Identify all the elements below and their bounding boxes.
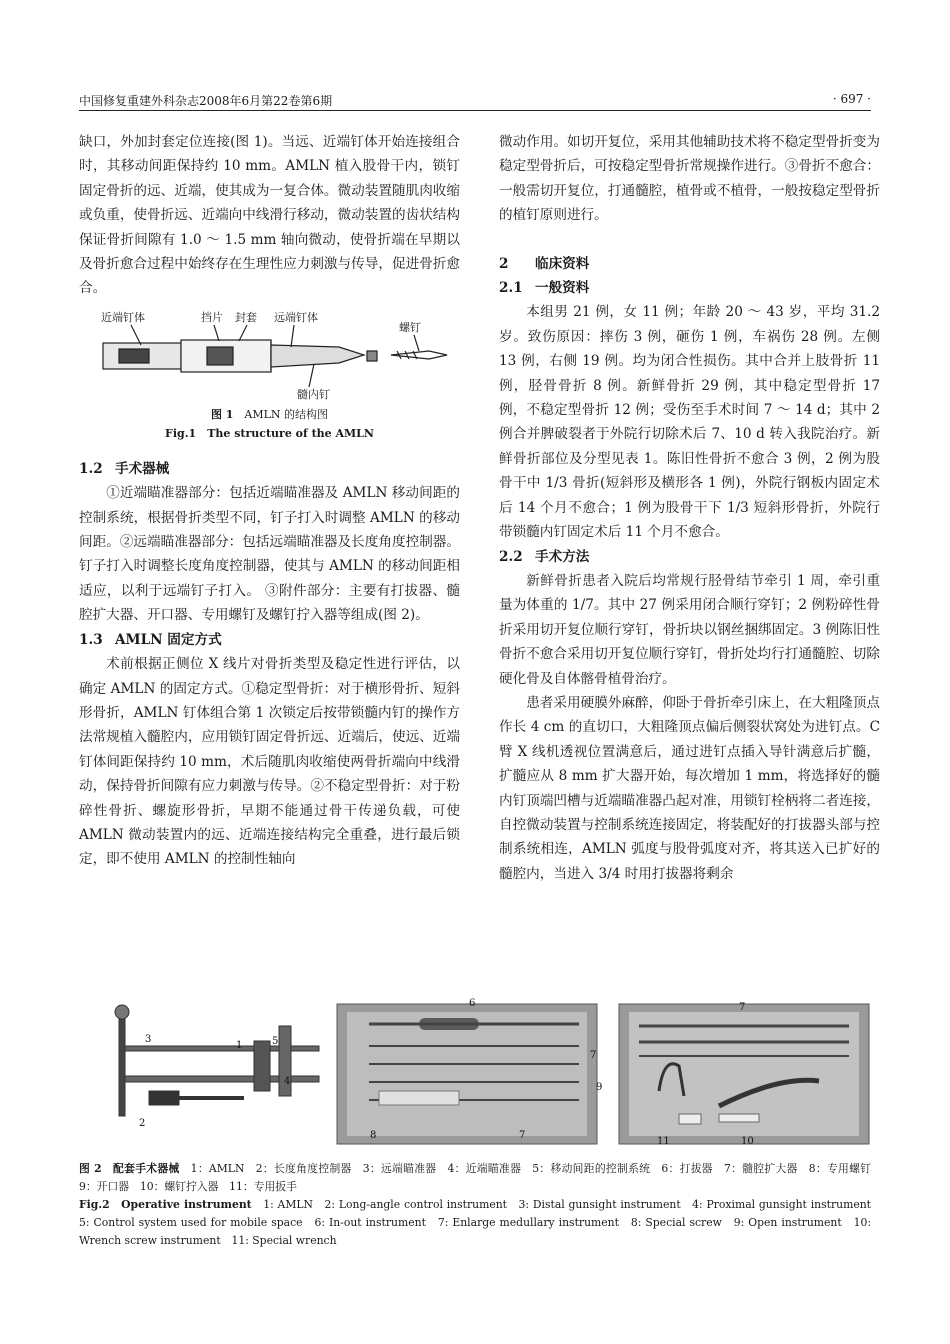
figure-2-caption (79, 1160, 882, 1250)
figure-1-caption (79, 405, 460, 443)
section-number: 2.1 (499, 280, 523, 297)
section-title: 一般资料 (535, 280, 590, 297)
header-rule (79, 110, 871, 111)
left-column (79, 130, 460, 872)
paragraph: 微动作用。如切开复位，采用其他辅助技术将不稳定型骨折变为稳定型骨折后，可按稳定型骨折常规操作进行。③骨折不愈合：一般需切开复位，打通髓腔，植骨或不植骨，一般按稳定型骨折的植钉原则进行。 (499, 134, 880, 224)
section-number: 1.2 (79, 460, 103, 477)
figure-2-photos (79, 996, 871, 1146)
paragraph: 新鲜骨折患者入院后均常规行胫骨结节牵引 1 周，牵引重量为体重的 1/7。其中 27 例采用闭合顺行穿钉；2 例粉碎性骨折采用切开复位顺行穿钉，骨折块以钢丝捆绑固定。3 例陈旧性骨折不愈合采用切开复位顺行穿钉，骨折处均行打通髓腔、切除硬化骨及自体髂骨植骨治疗。 (499, 572, 880, 687)
fig2-title-en: Operative instrument (121, 1198, 252, 1211)
amln-structure-drawing (79, 307, 460, 401)
fig1-label-en: Fig.1 (165, 426, 197, 440)
section-heading (79, 457, 460, 481)
fig1-label-cn: 图 1 (210, 407, 234, 421)
fig2-number: 8 (370, 1130, 377, 1141)
fig2-label-cn: 图 2 (79, 1162, 102, 1175)
section-title: 临床资料 (535, 255, 590, 272)
section-number: 1.3 (79, 631, 103, 648)
paragraph: 术前根据正侧位 X 线片对骨折类型及稳定性进行评估，以确定 AMLN 的固定方式。①稳定型骨折：对于横形骨折、短斜形骨折，AMLN 钉体组合第 1 次锁定后按带锁髓内钉的操作方法常规植入髓腔内，应用锁钉固定骨折远、近端后，使远、近端钉体间距保持约 10 mm，术后随肌肉收缩使两骨折端向中线滑动，保持骨折间隙有应力刺激与传导。②不稳定型骨折：对于粉碎性骨折、螺旋形骨折，早期不能通过骨干传递负载，可使 AMLN 微动装置内的远、近端连接结构完全重叠，进行最后锁定，即不使用 AMLN 的控制性轴向 (79, 656, 460, 868)
paragraph: 本组男 21 例，女 11 例；年龄 20 ～ 43 岁，平均 31.2 岁。致伤原因：摔伤 3 例，砸伤 1 例，车祸伤 28 例。左侧 13 例，右侧 19 例。均为闭合性损伤。其中合并上肢骨折 11 例，胫骨骨折 8 例。新鲜骨折 29 例，其中稳定型骨折 17 例，不稳定型骨折 12 例；受伤至手术时间 7 ～ 14 d；其中 2 例合并脾破裂者于外院行切除术后 7、10 d 转入我院治疗。新鲜骨折部位及分型见表 1。陈旧性骨折不愈合 3 例，2 例为股骨干中 1/3 骨折(短斜形及横形各 1 例)，外院行钢板内固定术后 14 个月不愈合；1 例为股骨干下 1/3 短斜形骨折，外院行带锁髓内钉固定术后 11 个月不愈合。 (499, 304, 880, 541)
fig2-label-en: Fig.2 (79, 1198, 110, 1211)
fig2-items-en: 1: AMLN 2: Long-angle control instrument 3: Distal gunsight instrument 4: Proximal gunsight instrument 5: Control system used for mobile space 6: In-out instrument 7: Enlarge medullary instrument 8: Special screw 9: Open instrument 10: Wrench screw instrument 11: Special wrench (79, 1198, 882, 1247)
paragraph: ①近端瞄准器部分：包括近端瞄准器及 AMLN 移动间距的控制系统，根据骨折类型不同，钉子打入时调整 AMLN 的移动间距。②远端瞄准器部分：包括远端瞄准器及长度角度控制器。钉子打入时调整长度角度控制器，使其与 AMLN 的移动间距相适应，以利于远端钉子打入。 ③附件部分：主要有打拔器、髓腔扩大器、开口器、专用螺钉及螺钉拧入器等组成(图 2)。 (79, 485, 460, 624)
fig2-number: 6 (469, 998, 476, 1009)
fig1-title-en: The structure of the AMLN (207, 426, 374, 440)
section-number: 2.2 (499, 548, 523, 565)
figure-1-diagram (79, 307, 460, 401)
section-heading (499, 252, 880, 276)
photo-assembled-instrument (115, 1005, 319, 1116)
section-title: 手术方法 (535, 548, 590, 565)
fig2-number: 4 (284, 1076, 291, 1087)
fig2-number: 2 (139, 1118, 146, 1129)
label-screw: 螺钉 (399, 320, 421, 334)
fig2-number: 5 (272, 1036, 279, 1047)
paragraph: 患者采用硬膜外麻醉，仰卧于骨折牵引床上，在大粗隆顶点作长 4 cm 的直切口，大粗隆顶点偏后侧裂状窝处为进钉点。C 臂 X 线机透视位置满意后，通过进钉点插入导针满意后扩髓，扩髓应从 8 mm 扩大器开始，每次增加 1 mm，将选择好的髓内钉顶端凹槽与近端瞄准器凸起对准，用锁钉栓柄将二者连接，自控微动装置与控制系统连接固定，将装配好的打拔器头部与控制系统相连，AMLN 弧度与股骨弧度对齐，将其送入已扩好的髓腔内，当进入 3/4 时用打拔器将剩余 (499, 694, 880, 882)
fig2-number: 7 (739, 1002, 746, 1013)
fig2-number: 7 (519, 1130, 526, 1141)
fig2-items-cn: 1：AMLN 2：长度角度控制器 3：远端瞄准器 4：近端瞄准器 5：移动间距的控制系统 6：打拔器 7：髓腔扩大器 8：专用螺钉 9：开口器 10：螺钉拧入器 11：专用扳手 (79, 1162, 882, 1193)
fig2-number: 11 (657, 1136, 670, 1146)
label-nail: 髓内钉 (297, 387, 330, 401)
section-title: AMLN 固定方式 (115, 631, 222, 648)
fig2-number: 10 (741, 1136, 754, 1146)
instrument-photos (79, 996, 871, 1146)
label-proximal-body: 近端钉体 (101, 310, 145, 324)
fig2-number: 3 (145, 1034, 152, 1045)
fig2-number: 7 (590, 1050, 597, 1061)
label-sleeve: 封套 (235, 310, 257, 324)
right-column (499, 130, 880, 886)
section-heading (79, 628, 460, 652)
paragraph: 缺口，外加封套定位连接(图 1)。当远、近端钉体开始连接组合时，其移动间距保持约 10 mm。AMLN 植入股骨干内，锁钉固定骨折的远、近端，使其成为一复合体。微动装置随肌肉收缩或负重，使骨折远、近端向中线滑行移动，微动装置的齿状结构保证骨折间隙有 1.0 ～ 1.5 mm 轴向微动，使骨折端在早期以及骨折愈合过程中始终存在生理性应力刺激与传导，促进骨折愈合。 (79, 134, 460, 297)
section-heading (499, 276, 880, 300)
photo-instrument-tray-2 (619, 1004, 869, 1144)
label-stop-piece: 挡片 (201, 310, 223, 324)
journal-title: 中国修复重建外科杂志2008年6月第22卷第6期 (79, 94, 333, 108)
section-number: 2 (499, 255, 509, 272)
photo-instrument-tray-1 (337, 1004, 597, 1144)
section-title: 手术器械 (115, 460, 170, 477)
label-distal-body: 远端钉体 (274, 310, 318, 324)
fig1-title-cn: AMLN 的结构图 (244, 407, 329, 421)
fig2-number: 9 (596, 1082, 603, 1093)
section-heading (499, 545, 880, 569)
page-number: · 697 · (832, 92, 871, 106)
fig2-title-cn: 配套手术器械 (113, 1162, 180, 1175)
fig2-number: 1 (236, 1040, 243, 1051)
